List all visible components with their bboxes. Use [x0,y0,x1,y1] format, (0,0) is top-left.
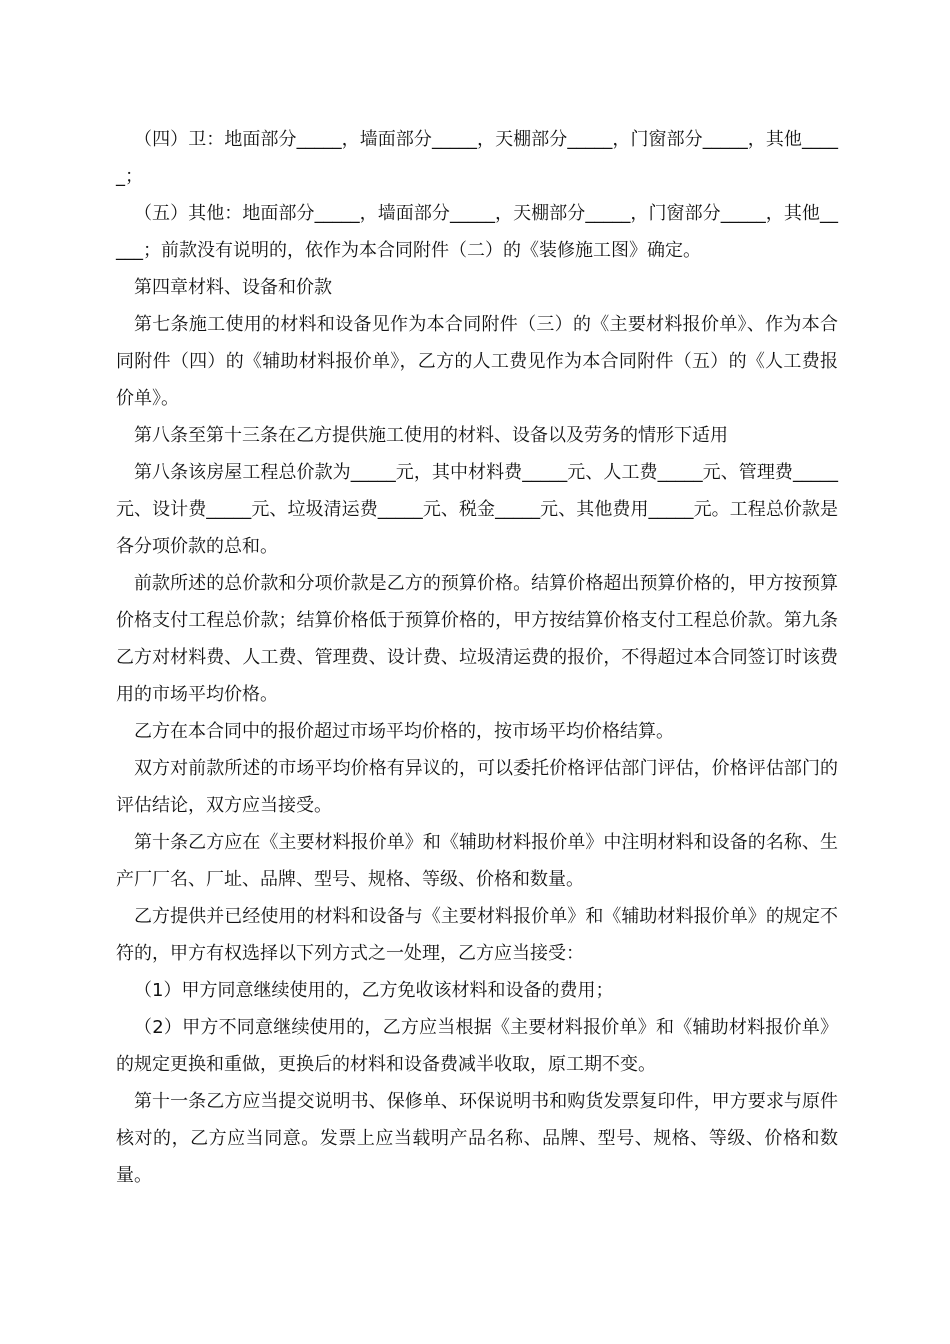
paragraph-article-10: 第十条乙方应在《主要材料报价单》和《辅助材料报价单》中注明材料和设备的名称、生产厂厂名、厂址、品牌、型号、规格、等级、价格和数量。 [116,832,838,890]
paragraph-articles-8-13-scope: 第八条至第十三条在乙方提供施工使用的材料、设备以及劳务的情形下适用 [134,425,728,446]
paragraph-market-price: 乙方在本合同中的报价超过市场平均价格的，按市场平均价格结算。 [134,721,674,742]
paragraph-article-8: 第八条该房屋工程总价款为_____元，其中材料费_____元、人工费_____元、管理费_____元、设计费_____元、垃圾清运费_____元、税金_____元、其他费用_____元。工程总价款是各分项价款的总和。 [116,462,838,557]
paragraph-option-2: （2）甲方不同意继续使用的，乙方应当根据《主要材料报价单》和《辅助材料报价单》的规定更换和重做，更换后的材料和设备费减半收取，原工期不变。 [116,1017,838,1075]
paragraph-article-7: 第七条施工使用的材料和设备见作为本合同附件（三）的《主要材料报价单》、作为本合同附件（四）的《辅助材料报价单》，乙方的人工费见作为本合同附件（五）的《人工费报价单》。 [116,314,838,409]
paragraph-other-rooms: （五）其他：地面部分_____，墙面部分_____，天棚部分_____，门窗部分_____，其他_____；前款没有说明的，依作为本合同附件（二）的《装修施工图》确定。 [116,203,838,261]
paragraph-nonconforming-materials: 乙方提供并已经使用的材料和设备与《主要材料报价单》和《辅助材料报价单》的规定不符的，甲方有权选择以下列方式之一处理，乙方应当接受： [116,906,838,964]
paragraph-price-dispute: 双方对前款所述的市场平均价格有异议的，可以委托价格评估部门评估，价格评估部门的评估结论，双方应当接受。 [116,758,838,816]
chapter-heading: 第四章材料、设备和价款 [134,277,332,298]
paragraph-bathroom: （四）卫：地面部分_____，墙面部分_____，天棚部分_____，门窗部分_____，其他_____； [116,129,838,187]
paragraph-option-1: （1）甲方同意继续使用的，乙方免收该材料和设备的费用； [134,980,614,1001]
paragraph-article-11: 第十一条乙方应当提交说明书、保修单、环保说明书和购货发票复印件，甲方要求与原件核对的，乙方应当同意。发票上应当载明产品名称、品牌、型号、规格、等级、价格和数量。 [116,1091,838,1186]
document-page [116,121,838,1194]
paragraph-budget-price: 前款所述的总价款和分项价款是乙方的预算价格。结算价格超出预算价格的，甲方按预算价格支付工程总价款；结算价格低于预算价格的，甲方按结算价格支付工程总价款。第九条乙方对材料费、人工费、管理费、设计费、垃圾清运费的报价，不得超过本合同签订时该费用的市场平均价格。 [116,573,838,705]
